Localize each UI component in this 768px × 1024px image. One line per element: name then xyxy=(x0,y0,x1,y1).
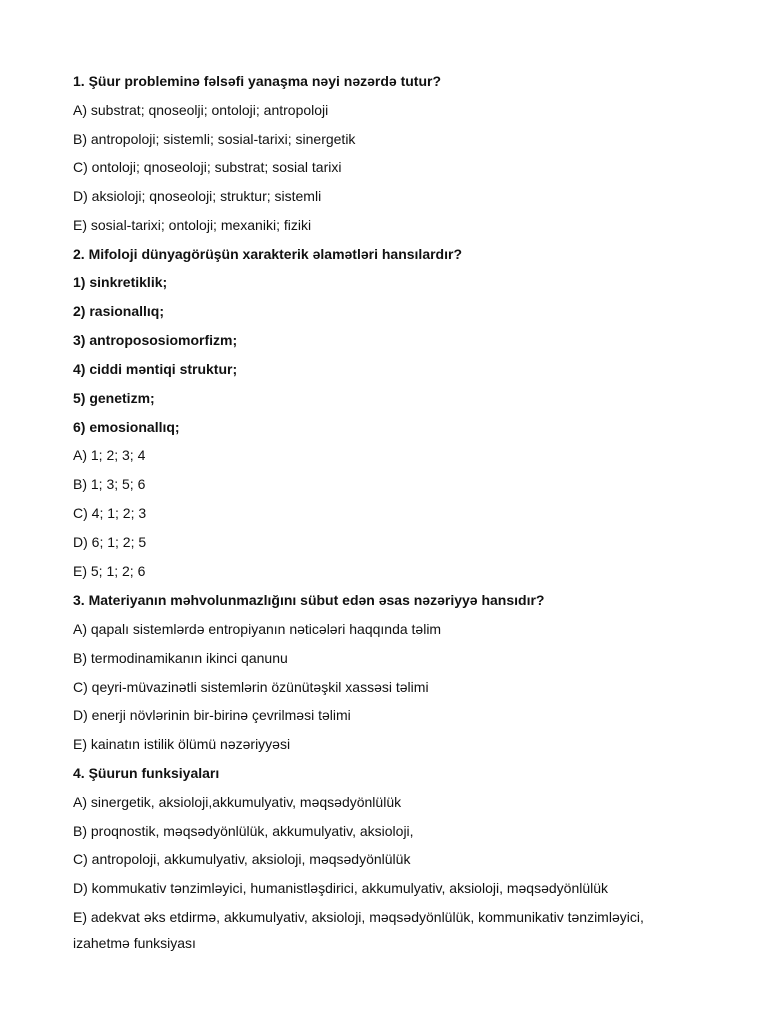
answer-line: A) sinergetik, aksioloji,akkumulyativ, məqsədyönlülük xyxy=(73,794,402,810)
question-line: 5) genetizm; xyxy=(73,390,155,406)
question-line: 2) rasionallıq; xyxy=(73,303,165,319)
question-line: 2. Mifoloji dünyagörüşün xarakterik əlamətləri hansılardır? xyxy=(73,246,462,262)
answer-line: C) antropoloji, akkumulyativ, aksioloji, məqsədyönlülük xyxy=(73,851,411,867)
question-line: 3. Materiyanın məhvolunmazlığını sübut edən əsas nəzəriyyə hansıdır? xyxy=(73,592,545,608)
answer-line: B) 1; 3; 5; 6 xyxy=(73,476,146,492)
question-line: 1) sinkretiklik; xyxy=(73,274,168,290)
answer-line: D) 6; 1; 2; 5 xyxy=(73,534,147,550)
answer-line: C) qeyri-müvazinətli sistemlərin özünütəşkil xassəsi təlimi xyxy=(73,679,429,695)
question-line: 3) antropososiomorfizm; xyxy=(73,332,238,348)
question-line: 4. Şüurun funksiyaları xyxy=(73,765,220,781)
question-line: 1. Şüur probleminə fəlsəfi yanaşma nəyi nəzərdə tutur? xyxy=(73,73,441,89)
answer-line: A) substrat; qnoseolji; ontoloji; antropoloji xyxy=(73,102,329,118)
answer-line: A) 1; 2; 3; 4 xyxy=(73,447,146,463)
answer-line: B) termodinamikanın ikinci qanunu xyxy=(73,650,288,666)
answer-line: B) proqnostik, məqsədyönlülük, akkumulyativ, aksioloji, xyxy=(73,823,414,839)
answer-line: B) antropoloji; sistemli; sosial-tarixi; sinergetik xyxy=(73,131,356,147)
answer-line: E) sosial-tarixi; ontoloji; mexaniki; fiziki xyxy=(73,217,312,233)
answer-line: izahetmə funksiyası xyxy=(73,935,196,951)
answer-line: E) adekvat əks etdirmə, akkumulyativ, aksioloji, məqsədyönlülük, kommunikativ tənzimləyici, xyxy=(73,909,644,925)
answer-line: C) ontoloji; qnoseoloji; substrat; sosial tarixi xyxy=(73,159,342,175)
question-line: 6) emosionallıq; xyxy=(73,419,180,435)
answer-line: E) kainatın istilik ölümü nəzəriyyəsi xyxy=(73,736,291,752)
answer-line: D) enerji növlərinin bir-birinə çevrilməsi təlimi xyxy=(73,707,351,723)
answer-line: A) qapalı sistemlərdə entropiyanın nəticələri haqqında təlim xyxy=(73,621,442,637)
question-line: 4) ciddi məntiqi struktur; xyxy=(73,361,238,377)
answer-line: E) 5; 1; 2; 6 xyxy=(73,563,146,579)
answer-line: D) aksioloji; qnoseoloji; struktur; sistemli xyxy=(73,188,322,204)
answer-line: D) kommukativ tənzimləyici, humanistləşdirici, akkumulyativ, aksioloji, məqsədyönlülük xyxy=(73,880,609,896)
answer-line: C) 4; 1; 2; 3 xyxy=(73,505,147,521)
